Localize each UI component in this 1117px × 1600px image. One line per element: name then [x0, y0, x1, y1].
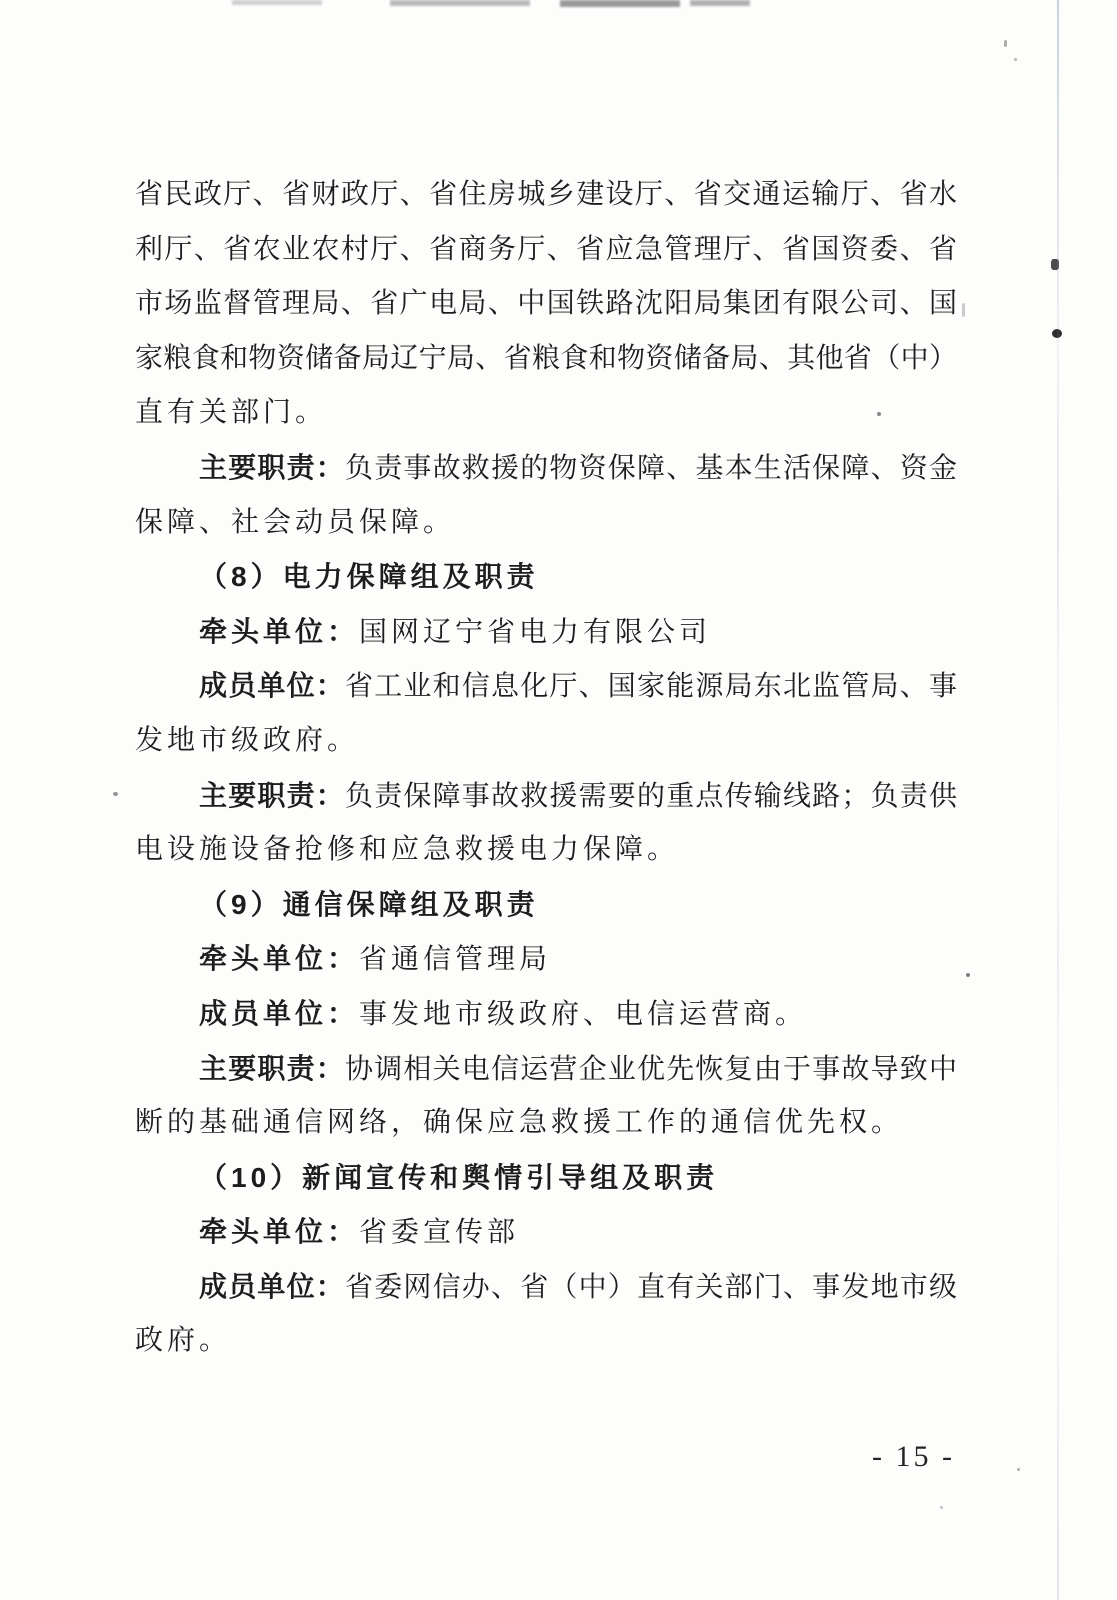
text-segment: 负责事故救援的物资保障、基本生活保障、资金: [345, 452, 957, 484]
text-segment: 事发地市级政府、电信运营商。: [359, 998, 808, 1030]
bold-label-segment: （10）新闻宣传和舆情引导组及职责: [199, 1161, 719, 1193]
speck-artifact: [962, 303, 965, 317]
text-line: [135, 168, 957, 223]
smudge-artifact: [560, 0, 680, 7]
speck-artifact: [877, 412, 881, 416]
text-line: [135, 1096, 957, 1151]
text-line: [135, 769, 957, 824]
text-line: [135, 386, 957, 441]
text-line: [135, 1314, 957, 1369]
text-line: [135, 1260, 957, 1315]
text-line: [135, 1205, 957, 1260]
speck-artifact: [1004, 40, 1007, 47]
text-line: [135, 441, 957, 496]
text-segment: 政府。: [135, 1325, 232, 1357]
text-line: [135, 878, 957, 933]
text-line: [135, 714, 957, 769]
text-line: [135, 823, 957, 878]
smudge-artifact: [232, 0, 322, 5]
text-segment: 负责保障事故救援需要的重点传输线路；负责供: [345, 780, 957, 812]
speck-artifact: [113, 792, 118, 796]
text-line: [135, 932, 957, 987]
speck-artifact: [1051, 259, 1059, 270]
bold-label-segment: （9）通信保障组及职责: [199, 888, 539, 920]
text-segment: 电设施设备抢修和应急救援电力保障。: [135, 834, 680, 866]
speck-artifact: [940, 1506, 943, 1509]
text-segment: 保障、社会动员保障。: [135, 506, 456, 538]
speck-artifact: [966, 973, 970, 977]
text-segment: 省委宣传部: [359, 1217, 520, 1249]
text-segment: 利厅、省农业农村厅、省商务厅、省应急管理厅、省国资委、省: [135, 233, 957, 265]
text-segment: 家粮食和物资储备局辽宁局、省粮食和物资储备局、其他省（中）: [135, 342, 957, 374]
smudge-artifact: [390, 0, 530, 6]
text-segment: 直有关部门。: [135, 397, 328, 429]
text-line: [135, 1042, 957, 1097]
bold-label-segment: 主要职责：: [199, 1052, 345, 1084]
text-segment: 断的基础通信网络，确保应急救援工作的通信优先权。: [135, 1107, 904, 1139]
text-line: [135, 496, 957, 551]
bold-label-segment: 牵头单位：: [199, 615, 360, 647]
speck-artifact: [1052, 329, 1062, 338]
text-segment: 省民政厅、省财政厅、省住房城乡建设厅、省交通运输厅、省水: [135, 179, 957, 210]
text-line: [135, 550, 957, 605]
smudge-artifact: [690, 0, 750, 6]
bold-label-segment: 牵头单位：: [199, 943, 360, 975]
text-segment: 协调相关电信运营企业优先恢复由于事故导致中: [345, 1053, 957, 1085]
bold-label-segment: 成员单位：: [199, 670, 345, 702]
scan-vertical-line-artifact: [1057, 0, 1059, 1600]
text-segment: 国网辽宁省电力有限公司: [359, 616, 712, 648]
text-segment: 省工业和信息化厅、国家能源局东北监管局、事: [345, 671, 957, 703]
page-number: - 15 -: [872, 1440, 955, 1473]
document-text-block: [135, 168, 957, 1369]
text-line: [135, 659, 957, 714]
text-line: [135, 605, 957, 660]
speck-artifact: [1014, 58, 1017, 61]
bold-label-segment: 成员单位：: [199, 997, 360, 1029]
text-segment: 发地市级政府。: [135, 724, 360, 756]
text-line: [135, 987, 957, 1042]
text-line: [135, 332, 957, 387]
text-line: [135, 277, 957, 332]
text-segment: 省通信管理局: [359, 944, 552, 976]
bold-label-segment: 成员单位：: [199, 1270, 345, 1302]
speck-artifact: [1017, 1468, 1020, 1471]
text-segment: 省委网信办、省（中）直有关部门、事发地市级: [345, 1271, 957, 1303]
bold-label-segment: （8）电力保障组及职责: [199, 561, 539, 593]
bold-label-segment: 牵头单位：: [199, 1216, 360, 1248]
bold-label-segment: 主要职责：: [199, 451, 345, 483]
bold-label-segment: 主要职责：: [199, 779, 345, 811]
text-segment: 市场监督管理局、省广电局、中国铁路沈阳局集团有限公司、国: [135, 288, 957, 320]
text-line: [135, 223, 957, 278]
text-line: [135, 1151, 957, 1206]
